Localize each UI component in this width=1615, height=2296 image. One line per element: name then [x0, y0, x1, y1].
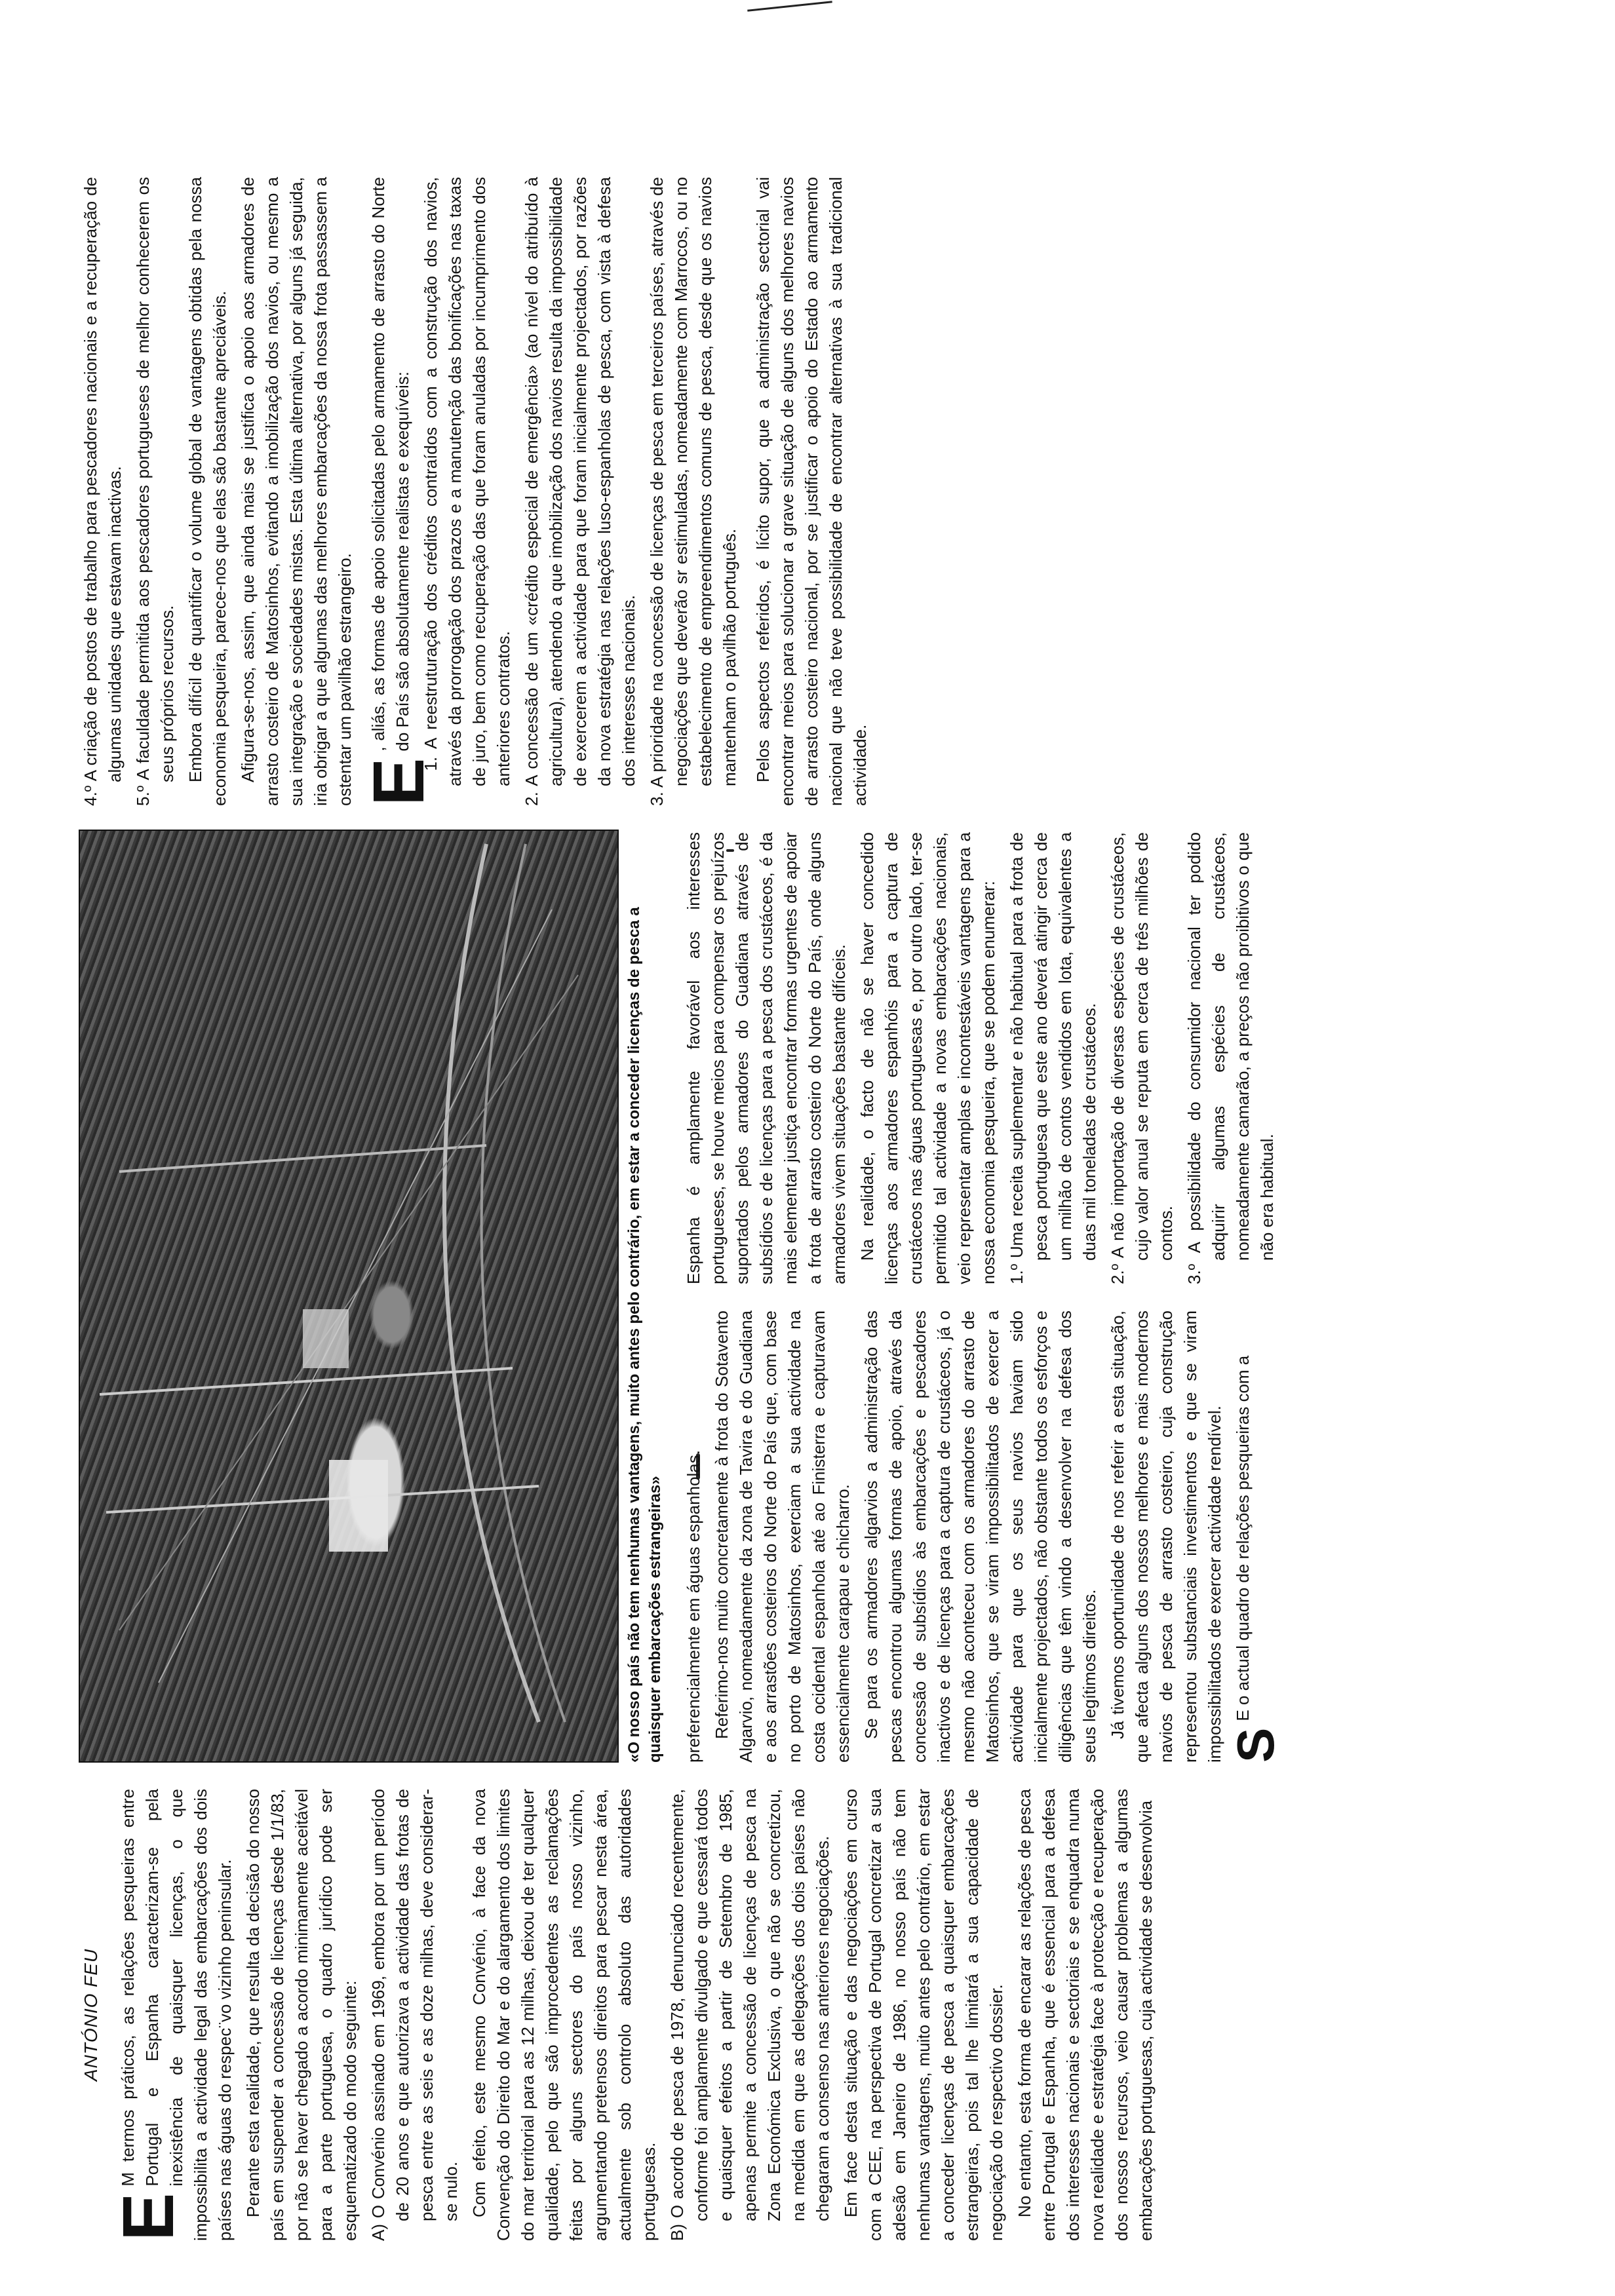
paragraph: No entanto, esta forma de encarar as relações de pesca entre Portugal e Espanha, que é essencial para a defesa dos interesses nacionais e sectoriais e se enquadra numa nova realidade e estratégia face à protecção e recuperação dos nossos recursos, veio causar problemas a algumas embarcações portuguesas, cuja actividade se desenvolvia — [1015, 1789, 1156, 2241]
list-item: 1. A reestruturação dos créditos contraídos com a construção dos navios, através da prorrogação dos prazos e a manutenção das bonificações nas taxas de juro, bem como recuperação das que foram anuladas por incumprimento dos anteriores contratos. — [421, 177, 513, 786]
paragraph: Embora difícil de quantificar o volume global de vantagens obtidas pela nossa economia pesqueira, parece-nos que elas são bastante apreciáveis. — [185, 177, 229, 806]
drop-cap: S — [1226, 1727, 1285, 1763]
paragraph: Já tivemos oportunidade de nos referir a esta situação, que afecta alguns dos nossos melhores e mais modernos navios de pesca de arrasto costeiro, cuja construção representou substanciais investimentos e que se viram impossibilitados de exercer actividade rendível. — [1108, 1311, 1224, 1763]
drop-cap: E — [359, 757, 439, 806]
paragraph: S E o actual quadro de relações pesqueiras com a — [1226, 1355, 1285, 1763]
paragraph: Em face desta situação e das negociações em curso com a CEE, na perspectiva de Portugal concretizar a sua adesão em Janeiro de 1986, no nosso país não tem nenhumas vantagens, muito antes pelo contrário, em estar a conceder licenças de pesca a quaisquer embarcações estrangeiras, pois tal lhe limitará a sua capacidade de negociação do respectivo dossier. — [841, 1789, 1006, 2241]
list-item: 5.º A faculdade permitida aos pescadores portugueses de melhor conhecerem os seus próprios recursos. — [133, 177, 177, 806]
paragraph: E M termos práticos, as relações pesqueiras entre Portugal e Espanha caracterizam-se pela inexistência de quaisquer licenças, o que impossibilita a actividade legal das embarcações dos dois países nas águas do respec¨vo vizinho peninsular. — [108, 1789, 235, 2241]
paragraph: preferencialmente em águas espanholas. — [684, 1450, 703, 1763]
document-page — [79, 105, 1494, 2241]
paragraph: Espanha é amplamente favorável aos interesses portugueses, se houve meios para compensar os prejuízos suportados pelos armadores do Guadiana através de subsídios e de licenças para a pesca dos crustáceos, é da mais elementar justiça encontrar formas urgentes de apoiar a frota de arrasto costeiro do Norte do País, onde alguns armadores vivem situações bastante difíceis. — [684, 832, 849, 1284]
middle-block — [79, 832, 1494, 1763]
list-item: 3.º A possibilidade do consumidor nacional ter podido adquirir algumas espécies de crustáceos, nomeadamente camarão, a preços não proibitivos o que não era habitual. — [1184, 832, 1277, 1284]
drop-cap: E — [108, 2192, 189, 2241]
list-item: 2. A concessão de um «crédito especial de emergência» (ao nível do atribuído à agricultura), atendendo a que imobilização dos navios resulta da impossibilidade de exercerem a actividade para que foram inicialmente projectados, por razões da nova estratégia nas relações luso-espanholas de pesca, com vista à defesa dos interesses nacionais. — [522, 177, 638, 806]
paragraph: Se para os armadores algarvios a administração das pescas encontrou algumas formas de apoio, através da concessão de subsídios às embarcações e pescadores inactivos e de licenças para a captura de crustáceos, já o mesmo não aconteceu com os armadores do arrasto de Matosinhos, que se viram impossibilitados de exercer a actividade para que os seus navios haviam sido inicialmente projectados, não obstante todos os esforços e diligências que têm vindo a desenvolver na defesa dos seus legítimos direitos. — [861, 1311, 1099, 1763]
author-byline: ANTÓNIO FEU — [81, 1948, 101, 2082]
photo-lines — [80, 831, 617, 1761]
paragraph: Com efeito, este mesmo Convénio, à face da nova Convenção do Direito do Mar e do alargamento dos limites do mar territorial para as 12 milhas, deixou de ter qualquer qualidade, pelo que são improcedentes as reclamações feitas por alguns sectores do país nosso vizinho, argumentando pretensos direitos para pescar nesta área, actualmente sob controlo absoluto das autoridades portuguesas. — [469, 1789, 659, 2241]
scan-artifact-top — [747, 1, 832, 12]
list-item-b: B) O acordo de pesca de 1978, denunciado recentemente, conforme foi amplamente divulgado e que cessará todos e quaisquer efeitos a partir de Setembro de 1985, apenas permite a concessão de licenças de pesca na Zona Económica Exclusiva, o que não se concretizou, na medida em que as delegações dos dois países não chegaram a consenso nas anteriores negociações. — [667, 1789, 832, 2241]
column-1 — [79, 1789, 1162, 2241]
paragraph: Pelos aspectos referidos, é lícito supor, que a administração sectorial vai encontrar meios para solucionar a grave situação de alguns dos melhores navios de arrasto costeiro nacional, por se justificar o apoio do Estado ao armamento nacional que não teve possibilidade de encontrar alternativas à sua tradicional actividade. — [753, 177, 870, 806]
paragraph: Afigura-se-nos, assim, que ainda mais se justifica o apoio aos armadores de arrasto costeiro de Matosinhos, evitando a imobilização dos navios, ou mesmo a sua integração e sociedades mistas. Esta última alternativa, por alguns já seguida, iria obrigar a que algumas das melhores embarcações da nossa frota passassem a ostentar um pavilhão estrangeiro. — [238, 177, 355, 806]
paragraph: Na realidade, o facto de não se haver concedido licenças aos armadores espanhóis para a captura de crustáceos nas águas portuguesas e, por outro lado, ter-se permitido tal actividade a novas embarcações nacionais, veio representar amplas e incontestáveis vantagens para a nossa economia pesqueira, que se podem enumerar: — [857, 832, 998, 1284]
column-4 — [79, 177, 876, 806]
list-item: 3. A prioridade na concessão de licenças de pesca em terceiros países, através de negociações que deverão sr estimuladas, nomeadamente com Marrocos, ou no estabelecimento de empreendimentos comuns de pesca, desde que os navios mantenham o pavilhão português. — [647, 177, 739, 806]
paragraph: Perante esta realidade, que resulta da decisão do nosso país em suspender a concessão de licenças desde 1/1/83, por não se haver chegado a acordo minimamente aceitável para a parte portuguesa, o quadro jurídico pode ser esquematizado do modo seguinte: — [243, 1789, 360, 2241]
paragraph: Referimo-nos muito concretamente à frota do Sotavento Algarvio, nomeadamente da zona de Tavira e do Guadiana e aos arrastões costeiros do Norte do País que, com base no porto de Matosinhos, exerciam a sua actividade na costa ocidental espanhola até ao Finisterra e capturavam essencialmente carapau e chicharro. — [712, 1311, 853, 1763]
photo-caption: «O nosso país não tem nenhumas vantagens, muito antes pelo contrário, em estar a conceder licenças de pesca a quaisquer embarcações estrangeiras» — [625, 907, 664, 1763]
list-item: 4.º A criação de postos de trabalho para pescadores nacionais e a recuperação de algumas unidades que estavam inactivas. — [81, 177, 125, 806]
fishing-boat-photo — [79, 830, 619, 1763]
list-item: 2.º A não importação de diversas espécies de crustáceos, cujo valor anual se reputa em cerca de três milhões de contos. — [1108, 832, 1176, 1284]
column-2 — [682, 1311, 1285, 1763]
column-3 — [682, 832, 1283, 1284]
list-item: 1.º Uma receita suplementar e não habitual para a frota de pesca portuguesa que este ano deverá atingir cerca de um milhão de contos vendidos em lota, equivalentes a duas mil toneladas de crustáceos. — [1007, 832, 1099, 1284]
paragraph: E , aliás, as formas de apoio solicitadas pelo armamento de arrasto do Norte do País são absolutamente realistas e exequíveis: — [359, 177, 439, 806]
list-item-a: A) O Convénio assinado em 1969, embora por um período de 20 anos e que autorizava a actividade das frotas de pesca entre as seis e as doze milhas, deve considerar-se nulo. — [368, 1789, 461, 2241]
